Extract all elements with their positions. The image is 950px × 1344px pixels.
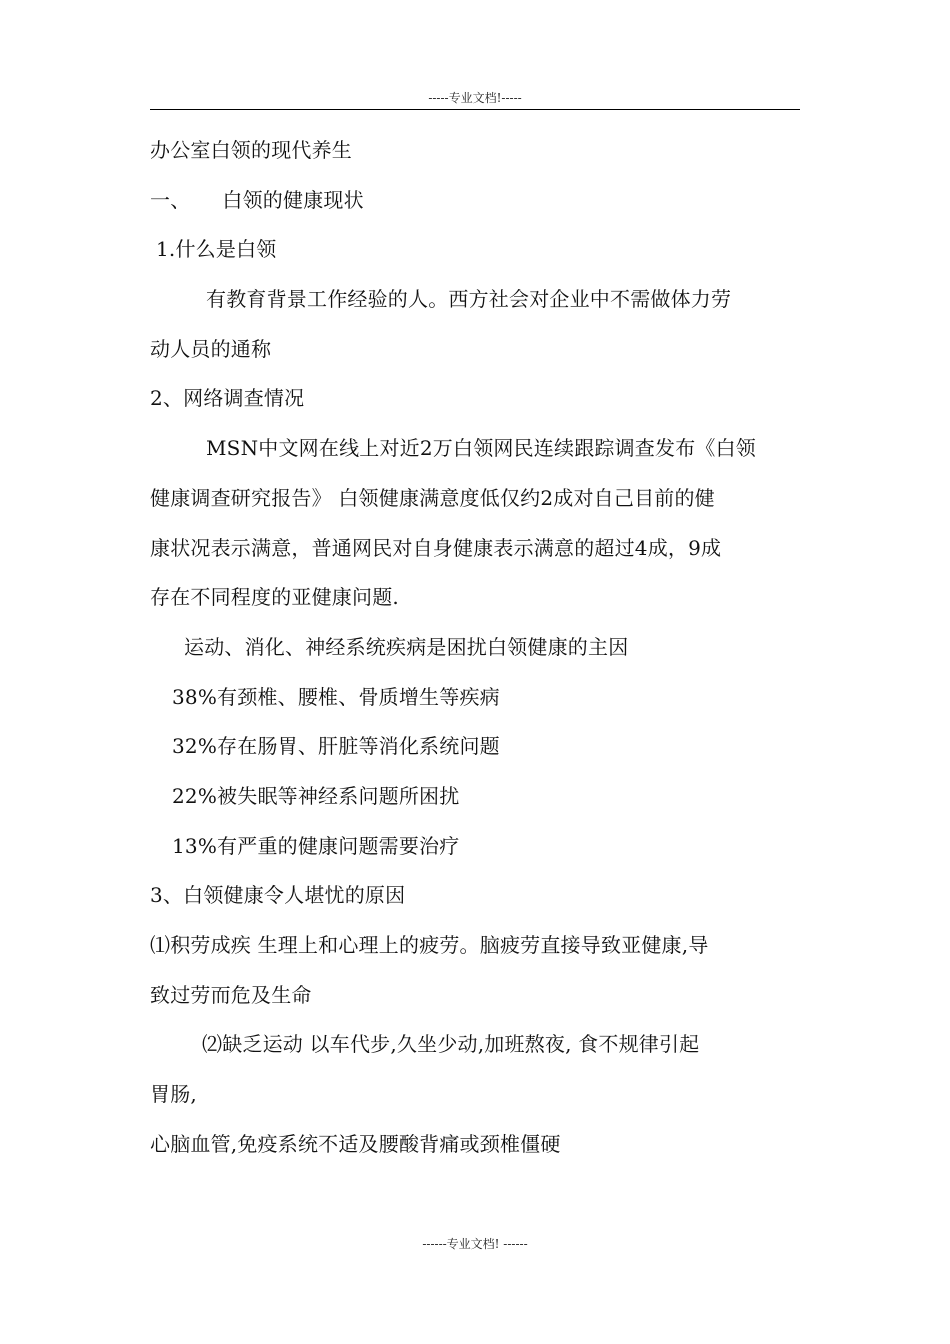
- section-heading: [150, 176, 810, 226]
- document-body: [150, 126, 810, 1169]
- paragraph-line: ⑵缺乏运动 以车代步,久坐少动,加班熬夜, 食不规律引起: [202, 1032, 700, 1057]
- paragraph-line: 致过劳而危及生命: [150, 982, 312, 1007]
- paragraph-line: 存在不同程度的亚健康问题.: [150, 585, 399, 610]
- paragraph-line: 胃肠,: [150, 1082, 197, 1107]
- paragraph-line: 动人员的通称: [150, 336, 272, 361]
- paragraph-line: ⑴积劳成疾 生理上和心理上的疲劳。脑疲劳直接导致亚健康,导: [150, 933, 709, 957]
- paragraph-line: 健康调查研究报告》 白领健康满意度低仅约2成对自己目前的健: [150, 485, 715, 510]
- paragraph-line: 运动、消化、神经系统疾病是困扰白领健康的主因: [184, 634, 629, 659]
- page-header: -----专业文档!-----: [428, 91, 522, 105]
- stat-line: 22%被失眠等神经系问题所困扰: [172, 783, 460, 808]
- stat-line: 32%存在肠胃、肝脏等消化系统问题: [172, 734, 500, 759]
- item-heading-3: 3、白领健康令人堪忧的原因: [150, 883, 406, 908]
- paragraph-line: 有教育背景工作经验的人。西方社会对企业中不需做体力劳: [206, 287, 732, 312]
- section-title: 白领的健康现状: [222, 187, 364, 212]
- paragraph-line: MSN中文网在线上对近2万白领网民连续跟踪调查发布《白领: [206, 436, 757, 461]
- header-rule: [150, 109, 800, 110]
- stat-line: 38%有颈椎、腰椎、骨质增生等疾病: [172, 684, 500, 709]
- paragraph-line: 心脑血管,免疫系统不适及腰酸背痛或颈椎僵硬: [150, 1131, 561, 1156]
- section-number: 一、: [150, 187, 191, 212]
- paragraph-line: 康状况表示满意，普通网民对自身健康表示满意的超过4成，9成: [150, 535, 722, 560]
- item-heading-2: 2、网络调查情况: [150, 386, 305, 411]
- document-title: 办公室白领的现代养生: [150, 138, 352, 162]
- item-heading-1: 1.什么是白领: [156, 237, 277, 262]
- page-footer: ------专业文档! ------: [422, 1237, 528, 1251]
- stat-line: 13%有严重的健康问题需要治疗: [172, 833, 460, 858]
